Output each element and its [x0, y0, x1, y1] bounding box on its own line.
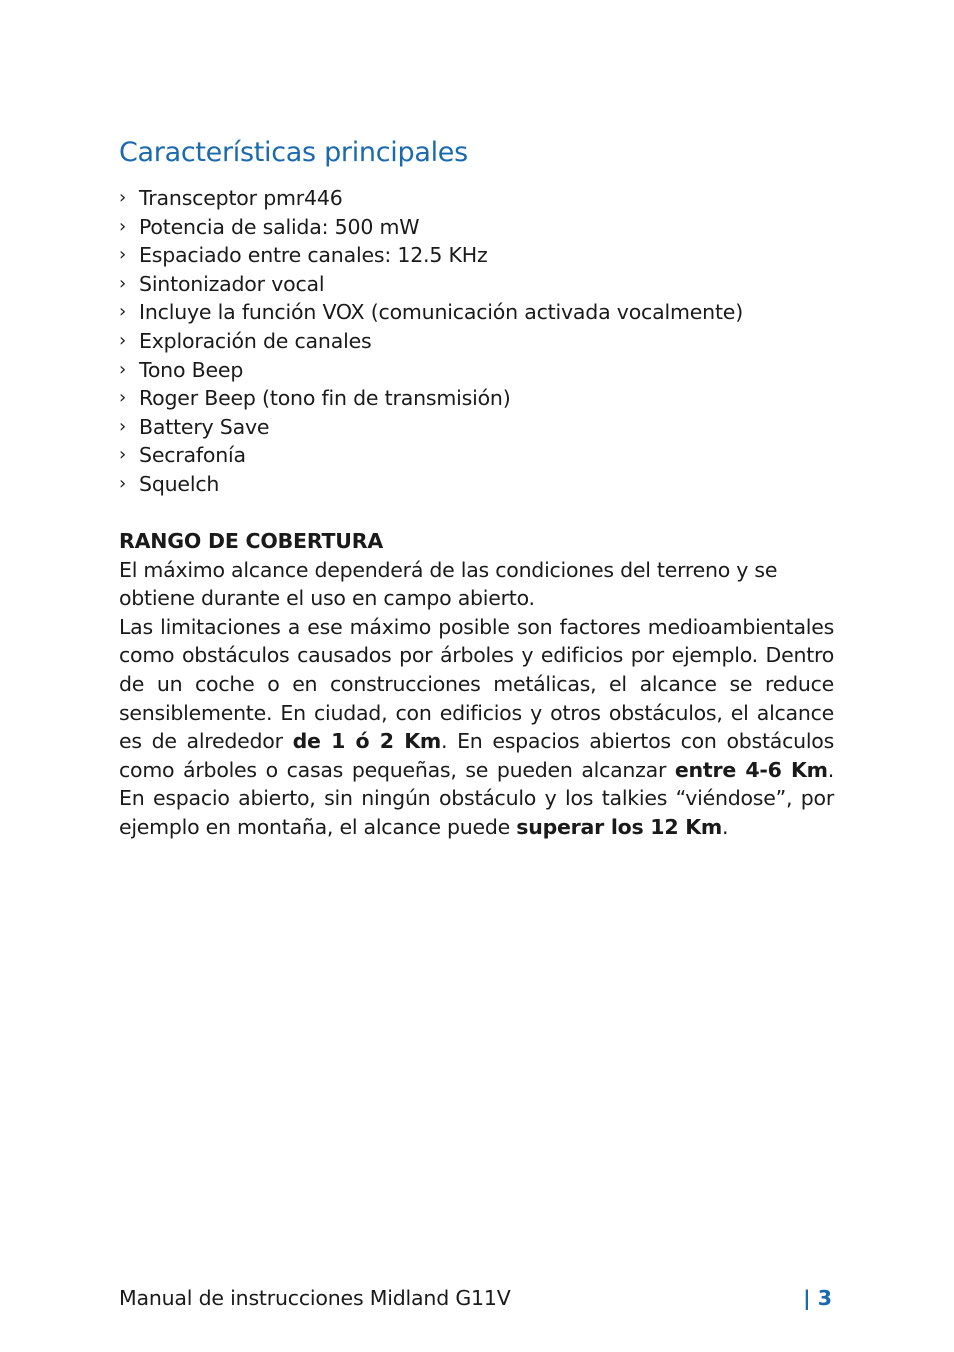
- coverage-section: [119, 527, 834, 842]
- feature-text: Secrafonía: [139, 443, 246, 468]
- feature-item: [119, 441, 834, 470]
- feature-item: [119, 384, 834, 413]
- page-footer: [119, 1284, 834, 1312]
- coverage-text: .: [721, 814, 729, 839]
- feature-text: Transceptor pmr446: [139, 186, 343, 210]
- bullet-icon: ›: [119, 444, 126, 466]
- feature-text: Tono Beep: [139, 357, 244, 382]
- bullet-icon: ›: [119, 415, 126, 437]
- bullet-icon: ›: [119, 358, 126, 380]
- feature-text: Espaciado entre canales: 12.5 KHz: [139, 243, 488, 268]
- coverage-title: RANGO DE COBERTURA: [119, 529, 384, 553]
- feature-item: [119, 413, 834, 442]
- bullet-icon: ›: [119, 215, 126, 237]
- coverage-paragraph-2: [119, 613, 834, 842]
- coverage-paragraph-1: El máximo alcance dependerá de las condiciones del terreno y se obtiene durante el uso en campo abierto.: [119, 557, 778, 611]
- features-list: [119, 184, 834, 499]
- coverage-text: . En espacio abierto, sin ningún obstáculo y los talkies “viéndose”, por ejemplo en montaña, el alcance puede: [119, 757, 834, 839]
- bullet-icon: ›: [119, 272, 126, 294]
- feature-text: Sintonizador vocal: [139, 271, 325, 296]
- feature-item: [119, 327, 834, 356]
- bullet-icon: ›: [119, 301, 126, 323]
- feature-text: Roger Beep (tono fin de transmisión): [139, 386, 511, 411]
- feature-text: Potencia de salida: 500 mW: [139, 214, 420, 239]
- feature-text: Exploración de canales: [139, 328, 372, 353]
- feature-text: Battery Save: [139, 414, 270, 439]
- footer-title: Manual de instrucciones Midland G11V: [119, 1286, 511, 1310]
- coverage-text: . En espacios abiertos con obstáculos como árboles o casas pequeñas, se pueden alcanzar: [119, 729, 835, 782]
- bullet-icon: ›: [119, 187, 126, 208]
- feature-item: [119, 356, 834, 385]
- feature-item: [119, 270, 834, 299]
- feature-item: [119, 470, 834, 499]
- bullet-icon: ›: [119, 244, 126, 266]
- bullet-icon: ›: [119, 329, 126, 351]
- bullet-icon: ›: [119, 472, 126, 494]
- feature-text: Squelch: [139, 471, 220, 496]
- feature-item: [119, 298, 834, 327]
- coverage-range-city: de 1 ó 2 Km: [292, 729, 442, 754]
- bullet-icon: ›: [119, 387, 126, 409]
- page-number: | 3: [803, 1286, 832, 1310]
- feature-item: [119, 241, 834, 270]
- coverage-range-open-field: superar los 12 Km: [516, 814, 722, 839]
- page-heading: Características principales: [119, 137, 468, 168]
- coverage-text: Las limitaciones a ese máximo posible son factores medioambientales como obstáculos causados por árboles y edificios por ejemplo. Dentro de un coche o en construcciones metálicas, el alcance se reduce sensiblemente. En ciudad, con edificios y otros obstáculos, el alcance es de alrededor: [119, 614, 834, 754]
- feature-text: Incluye la función VOX (comunicación activada vocalmente): [139, 300, 743, 325]
- coverage-range-open-obstacles: entre 4-6 Km: [674, 757, 828, 782]
- feature-item: [119, 184, 834, 213]
- feature-item: [119, 213, 834, 242]
